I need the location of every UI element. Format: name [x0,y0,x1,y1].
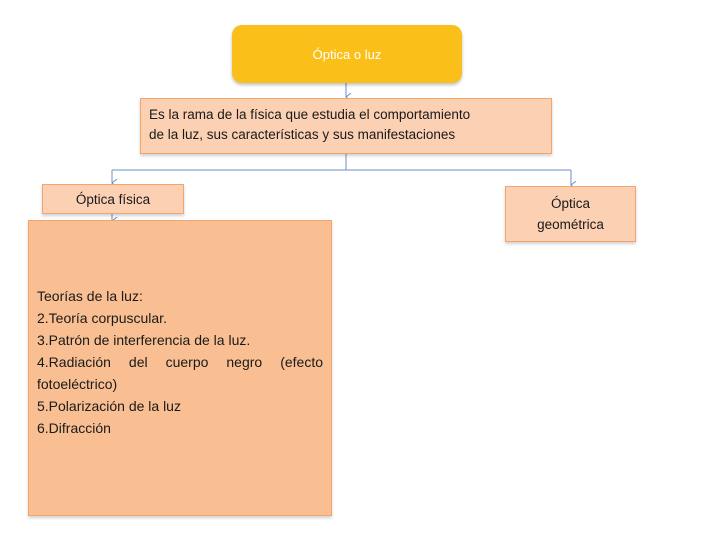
branch-optica-fisica [42,184,184,214]
teorias-item: 3.Patrón de interferencia de la luz. [37,332,251,348]
geometrica-line-2: geométrica [537,217,604,232]
teorias-item: 5.Polarización de la luz [37,398,181,414]
teorias-item: 4.Radiación del cuerpo negro (efecto fotoeléctrico) [37,354,323,392]
teorias-title: Teorías de la luz: [37,288,143,304]
geometrica-line-1: Óptica [550,196,591,211]
teorias-item: 2.Teoría corpuscular. [37,310,167,326]
fisica-label: Óptica física [75,191,151,207]
root-label: Óptica o luz [312,46,382,62]
branch-optica-geometrica [505,186,636,242]
root-node-optica-o-luz [232,25,462,83]
teorias-box [28,220,332,516]
definition-box [140,98,552,154]
teorias-item: 6.Difracción [37,420,111,436]
definition-line-2: de la luz, sus características y sus manifestaciones [149,127,456,142]
definition-line-1: Es la rama de la física que estudia el comportamiento [149,107,471,122]
